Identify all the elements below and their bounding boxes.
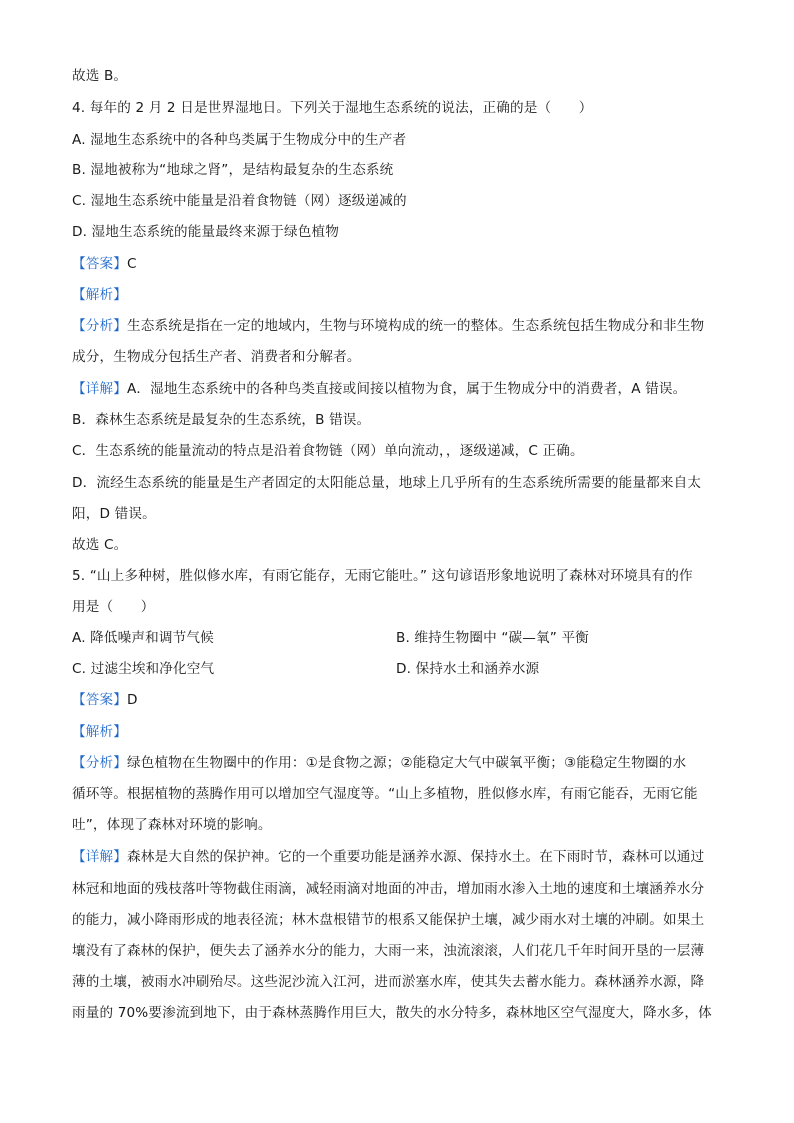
xiangjie-text: 森林是大自然的保护神。它的一个重要功能是涵养水源、保持水土。在下雨时节，森林可以通过: [126, 849, 705, 865]
option-b: B. 维持生物圈中 “碳—氧” 平衡: [396, 630, 589, 646]
xiangjie-text: A．湿地生态系统中的各种鸟类直接或间接以植物为食，属于生物成分中的消费者，A 错误。: [126, 381, 687, 397]
text-line: 成分，生物成分包括生产者、消费者和分解者。: [72, 349, 361, 365]
answer-line: [72, 690, 138, 710]
option-b: B. 湿地被称为“地球之肾”，是结构最复杂的生态系统: [72, 162, 394, 178]
fenxi-label: 【分析】: [72, 318, 127, 334]
xiangjie-label: 【详解】: [72, 849, 127, 865]
fenxi-label: 【分析】: [72, 755, 127, 771]
text-line: 用是（ ）: [72, 599, 155, 615]
option-c: C. 过滤尘埃和净化空气: [72, 661, 215, 677]
answer-label: 【答案】: [72, 256, 127, 272]
text-line: B．森林生态系统是最复杂的生态系统，B 错误。: [72, 412, 371, 428]
text-line: 吐”，体现了森林对环境的影响。: [72, 817, 272, 833]
text-line: 阳，D 错误。: [72, 506, 156, 522]
text-line: 壤没有了森林的保护，便失去了涵养水分的能力，大雨一来，浊流滚滚，人们花几千年时间开垦的一层薄: [72, 943, 705, 959]
analysis-label: 【解析】: [72, 287, 127, 303]
answer-label: 【答案】: [72, 692, 127, 708]
option-a: A. 湿地生态系统中的各种鸟类属于生物成分中的生产者: [72, 132, 407, 148]
text-line: 林冠和地面的残枝落叶等物截住雨滴，减轻雨滴对地面的冲击，增加雨水渗入土地的速度和土壤涵养水分: [72, 881, 705, 897]
text-line: 故选 C。: [72, 537, 128, 553]
text-line: 的能力，减小降雨形成的地表径流；林木盘根错节的根系又能保护土壤，减少雨水对土壤的冲刷。如果土: [72, 912, 705, 928]
option-d: D. 保持水土和涵养水源: [396, 661, 540, 677]
answer-value: D: [126, 692, 138, 708]
text-line: 循环等。根据植物的蒸腾作用可以增加空气湿度等。“山上多植物，胜似修水库，有雨它能吞，无雨它能: [72, 786, 698, 802]
xiangjie-label: 【详解】: [72, 381, 127, 397]
option-c: C. 湿地生态系统中能量是沿着食物链（网）逐级递减的: [72, 193, 407, 209]
fenxi-text: 绿色植物在生物圈中的作用：①是食物之源；②能稳定大气中碳氧平衡；③能稳定生物圈的水: [126, 755, 687, 771]
fenxi-line: [72, 316, 704, 336]
text-line: 雨量的 70%要渗流到地下，由于森林蒸腾作用巨大，散失的水分特多，森林地区空气湿度大，降水多，体: [72, 1005, 712, 1021]
option-d: D. 湿地生态系统的能量最终来源于绿色植物: [72, 224, 339, 240]
text-line: 故选 B。: [72, 68, 128, 84]
analysis-label: 【解析】: [72, 724, 127, 740]
text-line: D．流经生态系统的能量是生产者固定的太阳能总量，地球上几乎所有的生态系统所需要的能量都来自太: [72, 475, 702, 491]
xiangjie-line: [72, 379, 686, 399]
fenxi-text: 生态系统是指在一定的地域内，生物与环境构成的统一的整体。生态系统包括生物成分和非生物: [126, 318, 705, 334]
option-a: A. 降低噪声和调节气候: [72, 630, 214, 646]
answer-value: C: [126, 256, 137, 272]
text-line: 薄的土壤，被雨水冲刷殆尽。这些泥沙流入江河，进而淤塞水库，使其失去蓄水能力。森林涵养水源，降: [72, 974, 705, 990]
question-4-stem: 4. 每年的 2 月 2 日是世界湿地日。下列关于湿地生态系统的说法，正确的是（ ）: [72, 100, 593, 116]
xiangjie-line: [72, 847, 704, 867]
text-line: C．生态系统的能量流动的特点是沿着食物链（网）单向流动，，逐级递减，C 正确。: [72, 443, 584, 459]
answer-line: [72, 254, 137, 274]
fenxi-line: [72, 753, 686, 773]
question-5-stem: 5. “山上多种树，胜似修水库，有雨它能存，无雨它能吐。” 这句谚语形象地说明了森林对环境具有的作: [72, 568, 693, 584]
